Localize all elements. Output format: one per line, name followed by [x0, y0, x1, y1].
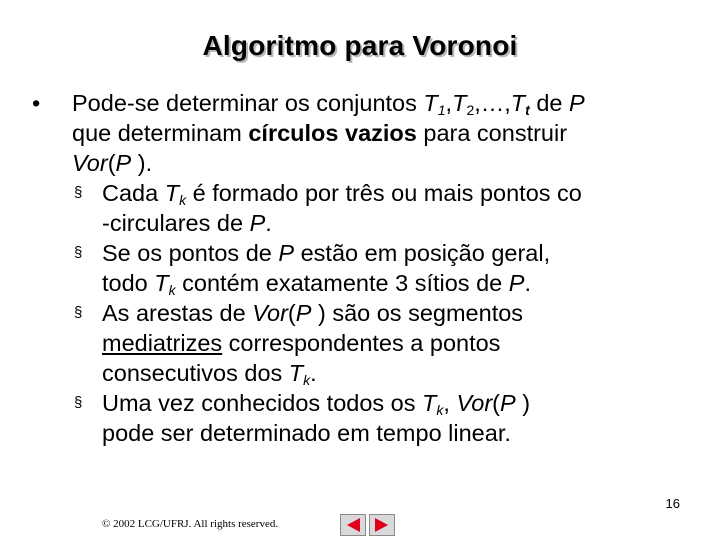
bullet-4-line-1: As arestas de Vor(P ) são os segmentos [102, 300, 524, 326]
previous-slide-button[interactable] [340, 514, 366, 536]
next-slide-button[interactable] [369, 514, 395, 536]
slide-title: Algoritmo para Voronoi [202, 30, 518, 61]
sub-bullet-marker: § [74, 244, 83, 261]
triangle-right-icon [370, 515, 394, 535]
bullet-3-line-1: Se os pontos de P estão em posição geral, [102, 240, 551, 266]
bullet-4-line-3: consecutivos dos $T_k$. [102, 360, 317, 388]
sub-bullet-marker: § [74, 394, 83, 411]
bullet-4-line-2: mediatrizes correspondentes a pontos [102, 330, 501, 356]
bullet-2-line-1: Cada $T_k$ é formado por três ou mais pontos co [102, 180, 582, 208]
bullet-3-line-2: todo $T_k$ contém exatamente 3 sítios de P. [102, 270, 531, 298]
copyright-footer: © 2002 LCG/UFRJ. All rights reserved. [102, 518, 279, 530]
bullet-2-line-2: -circulares de P. [102, 210, 272, 236]
bullet-1-line-2: que determinam círculos vazios para construir [72, 120, 568, 146]
bullet-1-line-3: Vor(P ). [72, 150, 153, 176]
page-number: 16 [665, 496, 680, 511]
bullet-1-line-1: Pode-se determinar os conjuntos $T_1,T_2,\dots,T_t$ de P [72, 90, 585, 118]
sub-bullet-marker: § [74, 184, 83, 201]
triangle-left-icon [341, 515, 365, 535]
sub-bullet-marker: § [74, 304, 83, 321]
bullet-5-line-2: pode ser determinado em tempo linear. [102, 420, 511, 446]
bullet-marker: • [32, 90, 41, 116]
bullet-5-line-1: Uma vez conhecidos todos os $T_k$, Vor(P ) [102, 390, 531, 418]
